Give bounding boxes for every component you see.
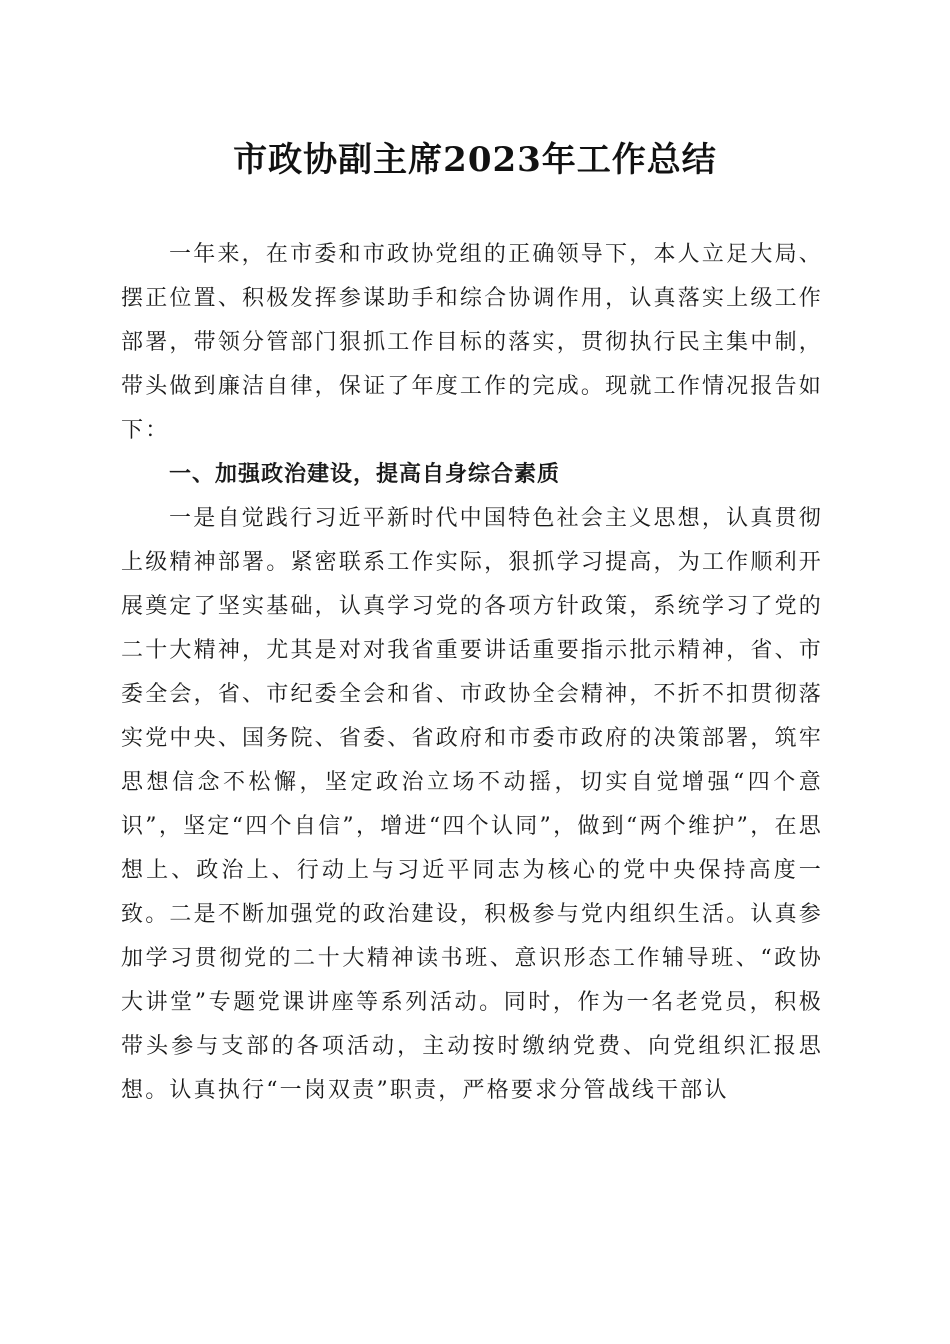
document-body [121, 233, 823, 1113]
intro-paragraph: 一年来，在市委和市政协党组的正确领导下，本人立足大局、摆正位置、积极发挥参谋助手和综合协调作用，认真落实上级工作部署，带领分管部门狠抓工作目标的落实，贯彻执行民主集中制，带头做到廉洁自律，保证了年度工作的完成。现就工作情况报告如下： [121, 242, 823, 443]
document-title: 市政协副主席2023年工作总结 [233, 140, 717, 180]
section-heading-1: 一、加强政治建设，提高自身综合素质 [169, 462, 561, 487]
section-1-paragraph: 一是自觉践行习近平新时代中国特色社会主义思想，认真贯彻上级精神部署。紧密联系工作实际，狠抓学习提高，为工作顺利开展奠定了坚实基础，认真学习党的各项方针政策，系统学习了党的二十大精神，尤其是对对我省重要讲话重要指示批示精神，省、市委全会，省、市纪委全会和省、市政协全会精神，不折不扣贯彻落实党中央、国务院、省委、省政府和市委市政府的决策部署，筑牢思想信念不松懈，坚定政治立场不动摇，切实自觉增强“四个意识”，坚定“四个自信”，增进“四个认同”，做到“两个维护”，在思想上、政治上、行动上与习近平同志为核心的党中央保持高度一致。二是不断加强党的政治建设，积极参与党内组织生活。认真参加学习贯彻党的二十大精神读书班、意识形态工作辅导班、“政协大讲堂”专题党课讲座等系列活动。同时，作为一名老党员，积极带头参与支部的各项活动，主动按时缴纳党费、向党组织汇报思想。认真执行“一岗双责”职责，严格要求分管战线干部认 [121, 506, 823, 1103]
